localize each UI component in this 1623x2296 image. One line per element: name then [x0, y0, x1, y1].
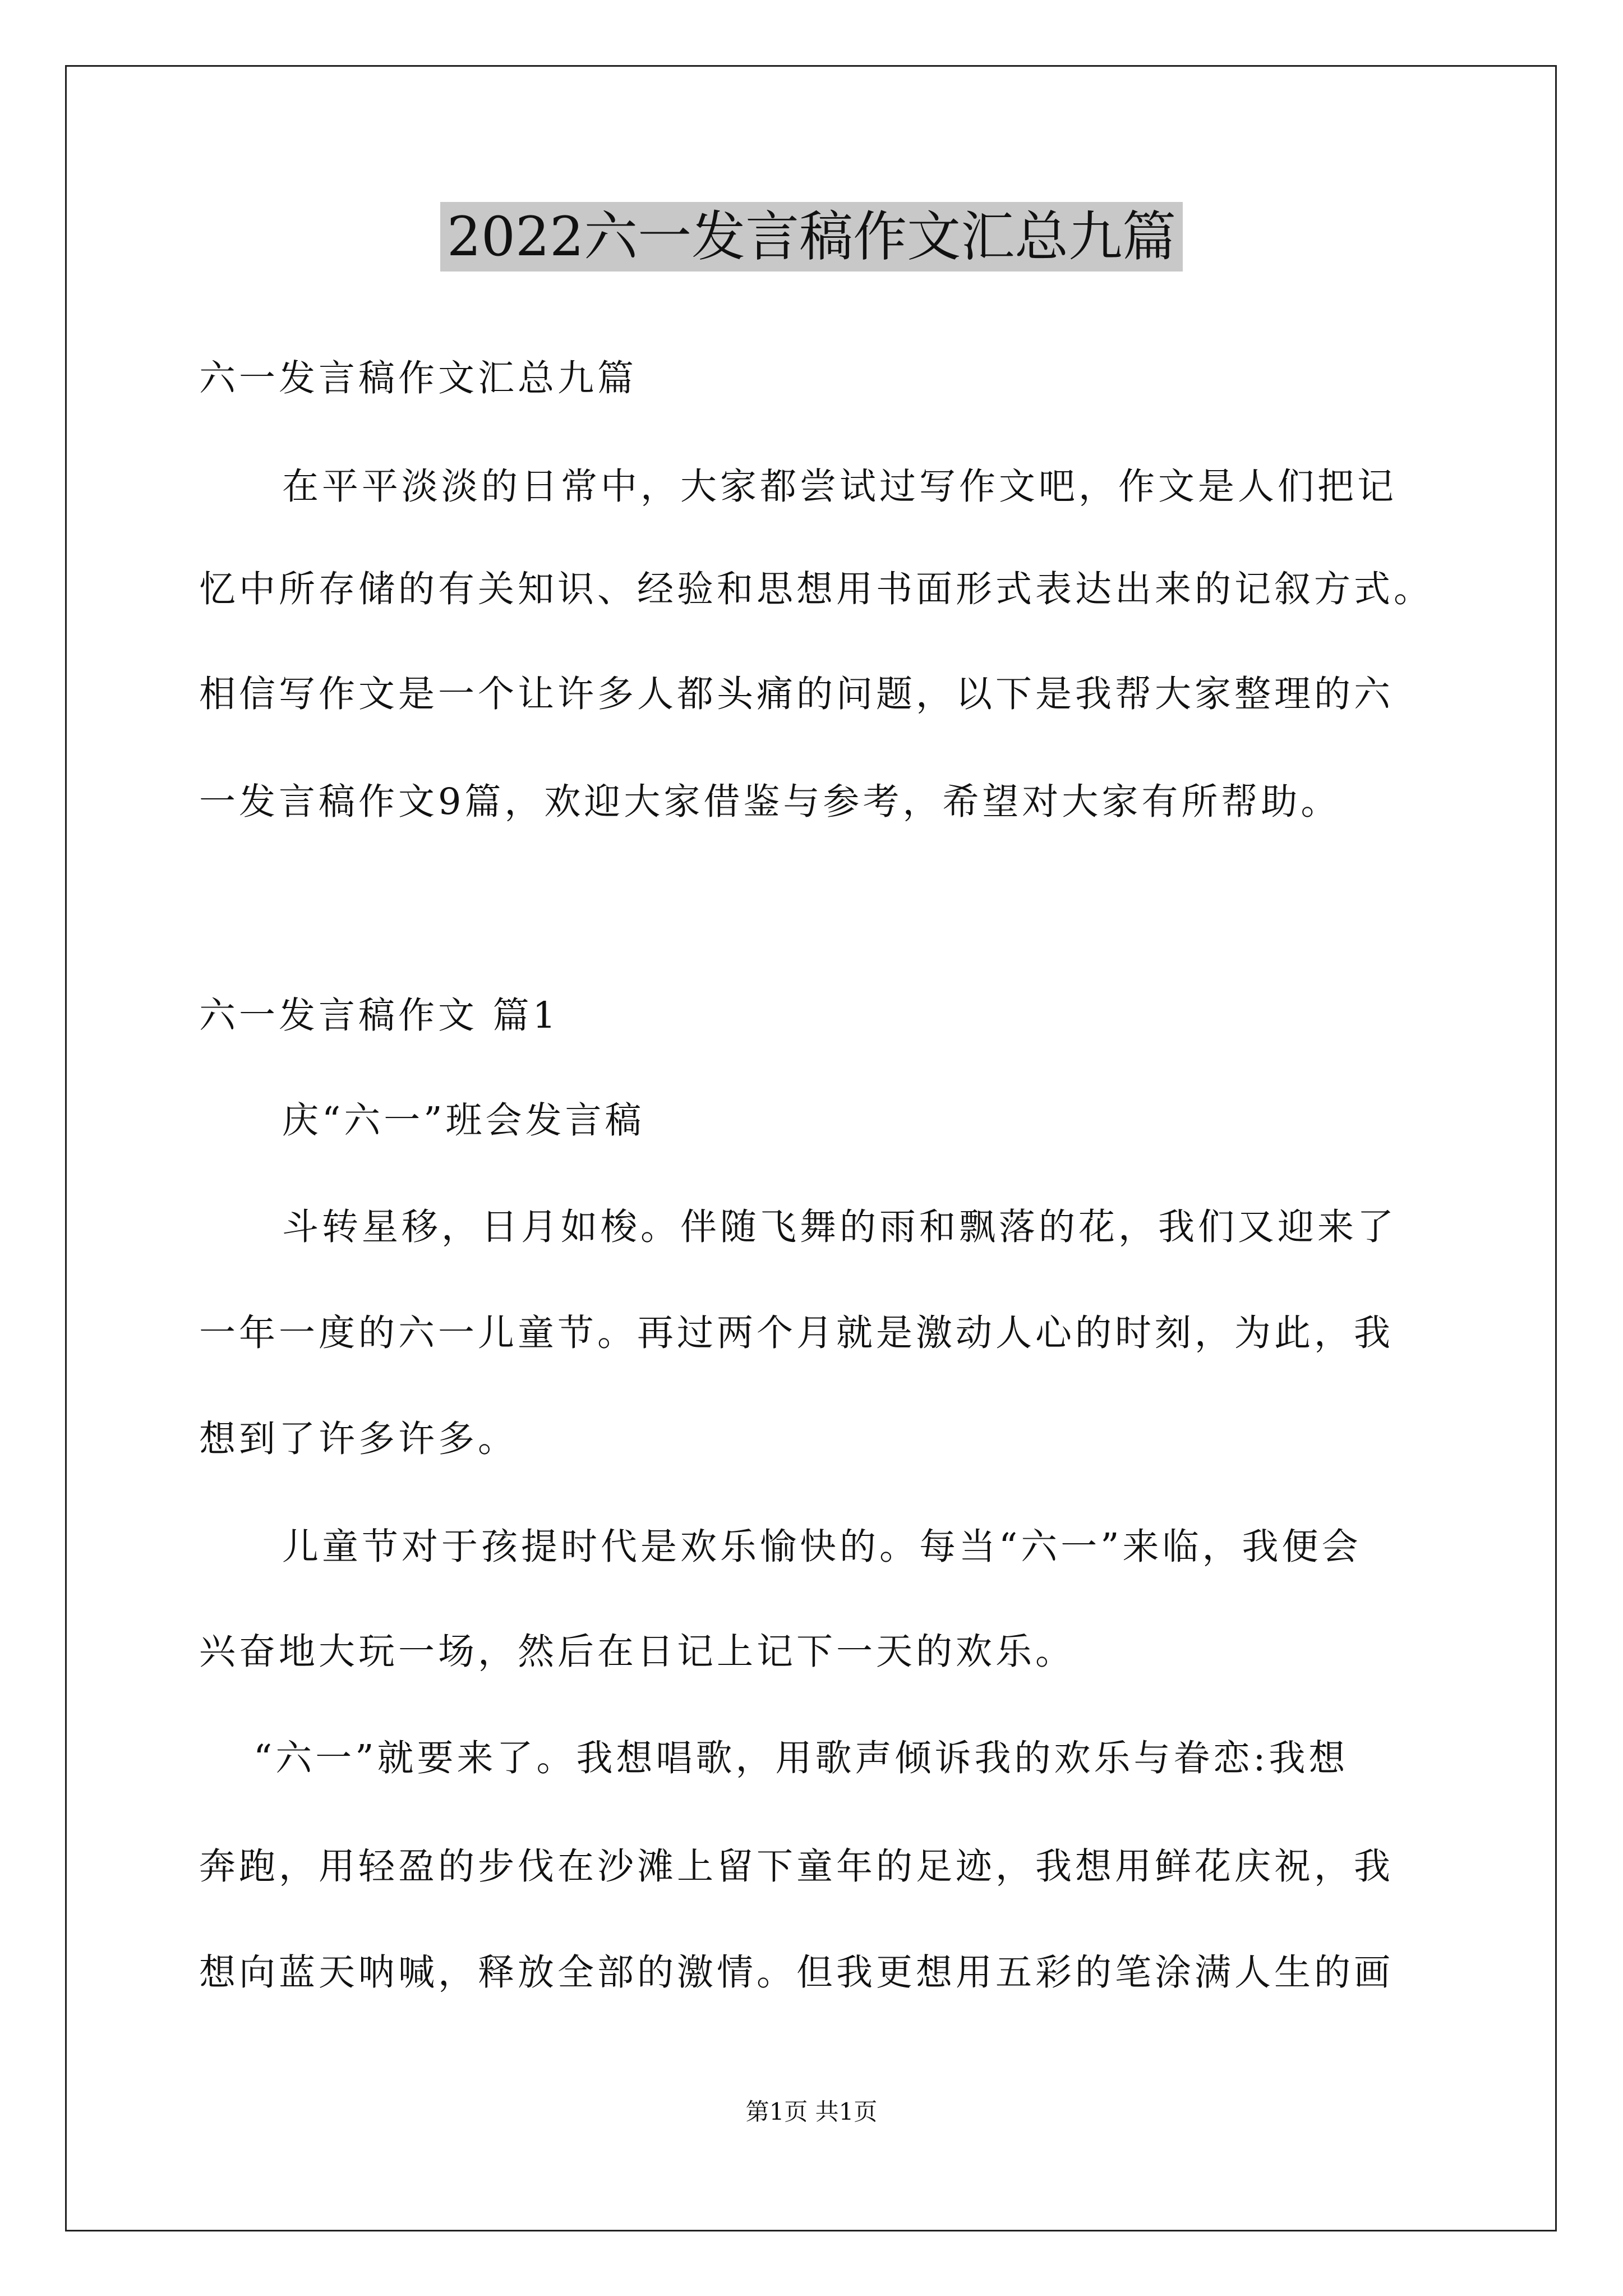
- paragraph-1-line-3: 想到了许多许多。: [199, 1418, 518, 1460]
- document-title: [0, 197, 1623, 276]
- paragraph-3-line-3: 想向蓝天呐喊，释放全部的激情。但我更想用五彩的笔涂满人生的画: [199, 1952, 1394, 1994]
- intro-line-1: 在平平淡淡的日常中，大家都尝试过写作文吧，作文是人们把记: [282, 466, 1398, 508]
- paragraph-2-line-2: 兴奋地大玩一场，然后在日记上记下一天的欢乐。: [199, 1631, 1076, 1673]
- intro-line-4: 一发言稿作文9篇，欢迎大家借鉴与参考，希望对大家有所帮助。: [199, 781, 1341, 823]
- paragraph-1-line-2: 一年一度的六一儿童节。再过两个月就是激动人心的时刻，为此，我: [199, 1312, 1394, 1354]
- paragraph-2-line-1: 儿童节对于孩提时代是欢乐愉快的。每当“六一”来临，我便会: [282, 1526, 1362, 1568]
- subtitle: 六一发言稿作文汇总九篇: [199, 357, 638, 399]
- paragraph-1-line-1: 斗转星移，日月如梭。伴随飞舞的雨和飘落的花，我们又迎来了: [282, 1206, 1398, 1248]
- intro-line-2: 忆中所存储的有关知识、经验和思想用书面形式表达出来的记叙方式。: [199, 568, 1434, 610]
- section-subtitle: 庆“六一”班会发言稿: [282, 1099, 645, 1142]
- document-title-text: 2022六一发言稿作文汇总九篇: [440, 202, 1183, 272]
- section-heading: 六一发言稿作文 篇1: [199, 995, 560, 1037]
- paragraph-3-line-2: 奔跑，用轻盈的步伐在沙滩上留下童年的足迹，我想用鲜花庆祝，我: [199, 1846, 1394, 1888]
- page-footer: 第1页 共1页: [745, 2098, 878, 2125]
- intro-line-3: 相信写作文是一个让许多人都头痛的问题，以下是我帮大家整理的六: [199, 673, 1394, 715]
- paragraph-3-line-1: “六一”就要来了。我想唱歌，用歌声倾诉我的欢乐与眷恋:我想: [253, 1737, 1349, 1779]
